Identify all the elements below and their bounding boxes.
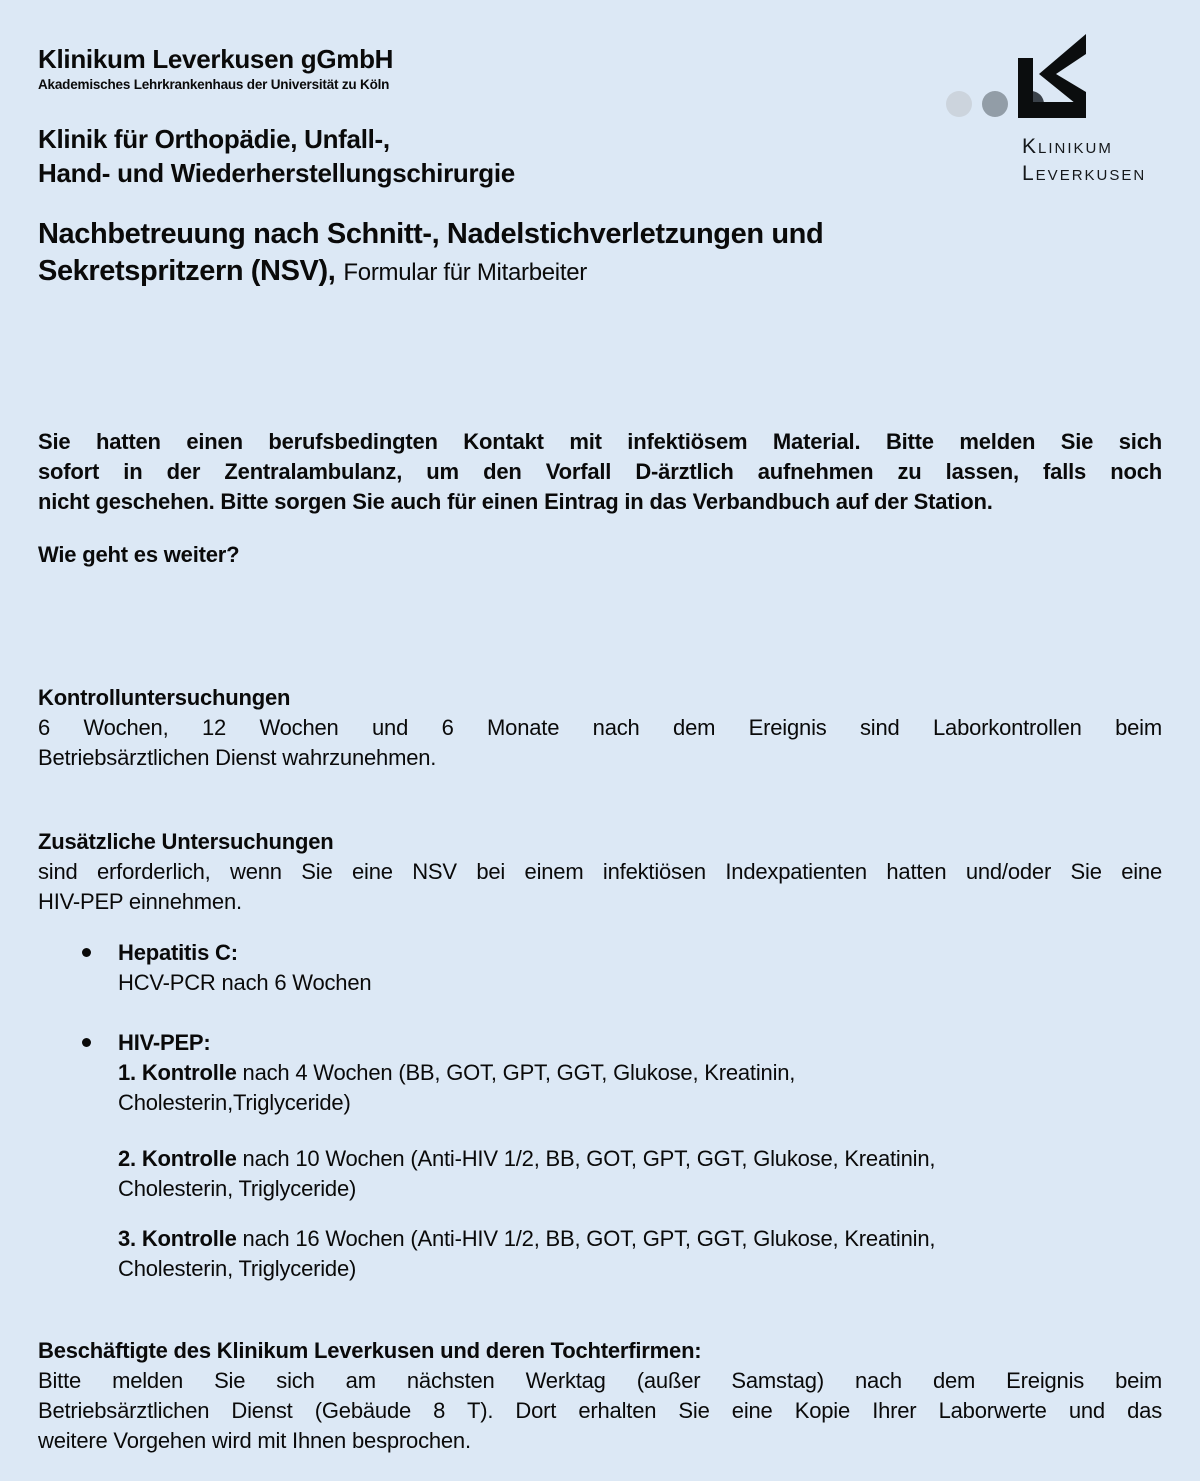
clinic-line2: Hand- und Wiederherstellungschirurgie: [38, 158, 515, 188]
footer-heading: Beschäftigte des Klinikum Leverkusen und deren Tochterfirmen:: [38, 1338, 702, 1363]
kontrolle-1: [118, 1058, 1200, 1118]
kontrolle-1-line2: Cholesterin,Triglyceride): [118, 1090, 351, 1115]
title-line2-subtitle: Formular für Mitarbeiter: [343, 259, 587, 286]
intro-paragraph: [38, 427, 1162, 517]
intro-line1: Sie hatten einen berufsbedingten Kontakt mit infektiösem Material. Bitte melden Sie sich: [38, 429, 1162, 454]
title-line2-bold: Sekretspritzern (NSV),: [38, 255, 336, 287]
clinic-line1: Klinik für Orthopädie, Unfall-,: [38, 124, 390, 154]
zusatz-line2: HIV-PEP einnehmen.: [38, 889, 242, 914]
footer-line1: Bitte melden Sie sich am nächsten Werktag (außer Samstag) nach dem Ereignis beim: [38, 1368, 1162, 1393]
section-beschaeftigte: [38, 1336, 1162, 1456]
bullet-icon: [82, 948, 91, 957]
footer-line2: Betriebsärztlichen Dienst (Gebäude 8 T). Dort erhalten Sie eine Kopie Ihrer Laborwerte und das: [38, 1398, 1162, 1423]
kontrolle-3-rest: nach 16 Wochen (Anti-HIV 1/2, BB, GOT, GPT, GGT, Glukose, Kreatinin,: [236, 1226, 936, 1251]
kontrolle-2: [118, 1144, 1200, 1204]
logo-dot-medium: [982, 91, 1008, 117]
kontrolle-2-line1: [118, 1144, 1200, 1174]
title-line2: [38, 253, 823, 294]
clinic-header: [38, 122, 515, 190]
intro-line3: nicht geschehen. Bitte sorgen Sie auch für einen Eintrag in das Verbandbuch auf der Station.: [38, 489, 993, 514]
logo-wordmark: [1022, 133, 1176, 187]
hepatitis-title: Hepatitis C:: [118, 940, 238, 965]
hepatitis-detail: HCV-PCR nach 6 Wochen: [118, 970, 372, 995]
org-header: [38, 44, 393, 92]
klinikum-logo-icon: [946, 34, 1116, 126]
question-heading: Wie geht es weiter?: [38, 542, 240, 567]
zusatz-heading: Zusätzliche Untersuchungen: [38, 829, 334, 854]
kontroll-heading: Kontrolluntersuchungen: [38, 685, 291, 710]
org-name: Klinikum Leverkusen gGmbH: [38, 44, 394, 74]
kontrolle-1-label: 1. Kontrolle: [118, 1060, 237, 1085]
bullet-hiv-pep: [38, 1028, 1200, 1284]
kontroll-line1: 6 Wochen, 12 Wochen und 6 Monate nach dem Ereignis sind Laborkontrollen beim: [38, 715, 1162, 740]
kontrolle-3-label: 3. Kontrolle: [118, 1226, 237, 1251]
kontrolle-1-rest: nach 4 Wochen (BB, GOT, GPT, GGT, Glukose, Kreatinin,: [236, 1060, 796, 1085]
kontrolle-3: [118, 1224, 1200, 1284]
kontrolle-2-rest: nach 10 Wochen (Anti-HIV 1/2, BB, GOT, GPT, GGT, Glukose, Kreatinin,: [236, 1146, 936, 1171]
kontrolle-1-line1: [118, 1058, 1200, 1088]
kontroll-line2: Betriebsärztlichen Dienst wahrzunehmen.: [38, 745, 437, 770]
section-kontrolluntersuchungen: [38, 683, 1162, 773]
hiv-pep-title: HIV-PEP:: [118, 1030, 211, 1055]
bullet-icon: [82, 1038, 91, 1047]
logo-wordmark-line2: Leverkusen: [1022, 162, 1147, 185]
section-zusaetzliche-untersuchungen: [38, 827, 1162, 917]
kontrolle-2-label: 2. Kontrolle: [118, 1146, 237, 1171]
kontrolle-3-line1: [118, 1224, 1200, 1254]
logo-arrow-chevron: [1039, 34, 1086, 112]
document-title: [38, 216, 823, 294]
kontrolle-2-line2: Cholesterin, Triglyceride): [118, 1176, 357, 1201]
zusatz-line1: sind erforderlich, wenn Sie eine NSV bei einem infektiösen Indexpatienten hatten und/oder Sie eine: [38, 859, 1162, 884]
logo-dot-light: [946, 91, 972, 117]
footer-line3: weitere Vorgehen wird mit Ihnen besprochen.: [38, 1428, 471, 1453]
logo-wordmark-line1: Klinikum: [1022, 135, 1113, 158]
intro-line2: sofort in der Zentralambulanz, um den Vorfall D-ärztlich aufnehmen zu lassen, falls noch: [38, 459, 1162, 484]
org-subtitle: Akademisches Lehrkrankenhaus der Universität zu Köln: [38, 77, 390, 92]
klinikum-leverkusen-logo: [946, 34, 1176, 187]
bullet-hepatitis-c: [38, 938, 1200, 998]
kontrolle-3-line2: Cholesterin, Triglyceride): [118, 1256, 357, 1281]
title-line1: Nachbetreuung nach Schnitt-, Nadelstichverletzungen und: [38, 218, 824, 250]
